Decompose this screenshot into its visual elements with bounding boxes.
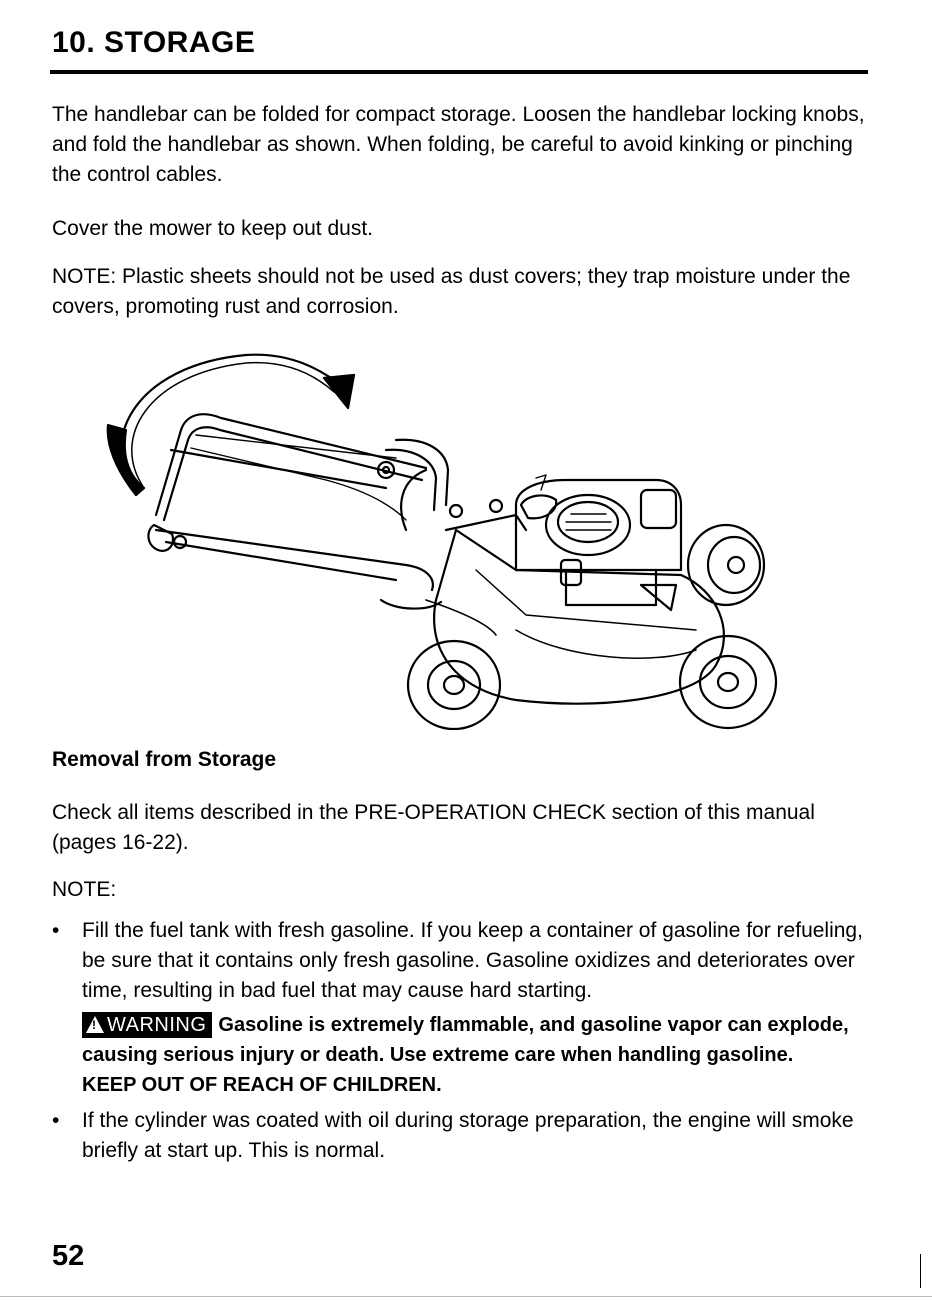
rear-right-wheel bbox=[688, 525, 764, 605]
note-label: NOTE: bbox=[52, 878, 117, 901]
removal-heading: Removal from Storage bbox=[52, 748, 277, 771]
cover-paragraph: Cover the mower to keep out dust. bbox=[52, 217, 373, 240]
warning-badge bbox=[82, 1012, 212, 1038]
handlebar bbox=[156, 414, 448, 530]
fold-handlebar-paragraph: The handlebar can be folded for compact storage. Loosen the handlebar locking knobs, and fold the handlebar as shown. When folding, be careful to avoid kinking or pinching the control cables. bbox=[52, 103, 865, 186]
warning-triangle-icon bbox=[86, 1016, 104, 1033]
edge-mark bbox=[920, 1254, 921, 1288]
check-paragraph: Check all items described in the PRE-OPERATION CHECK section of this manual (pages 16-22). bbox=[52, 801, 815, 854]
fuel-bullet-text: Fill the fuel tank with fresh gasoline. If you keep a container of gasoline for refueling, be sure that it contains only fresh gasoline. Gasoline oxidizes and deteriorates over time, resulting in bad fuel that may cause hard starting. bbox=[82, 919, 863, 1002]
front-left-wheel bbox=[408, 641, 500, 729]
mower-folding-illustration bbox=[96, 330, 796, 730]
bottom-rule bbox=[0, 1296, 932, 1297]
bullet-icon: • bbox=[52, 1109, 60, 1132]
cylinder-bullet-text: If the cylinder was coated with oil during storage preparation, the engine will smoke briefly at start up. This is normal. bbox=[82, 1109, 854, 1162]
engine bbox=[516, 475, 681, 610]
warning-block bbox=[82, 1010, 878, 1100]
warning-badge-label: WARNING bbox=[107, 1014, 207, 1036]
front-right-wheel bbox=[680, 636, 776, 728]
section-title: 10. STORAGE bbox=[52, 26, 256, 59]
page-number: 52 bbox=[52, 1240, 85, 1272]
bullet-icon: • bbox=[52, 919, 60, 942]
warning-caps-text: KEEP OUT OF REACH OF CHILDREN. bbox=[82, 1074, 442, 1096]
lower-handle-frame bbox=[148, 500, 526, 635]
fold-arrow-icon bbox=[108, 355, 354, 495]
title-rule bbox=[50, 70, 868, 74]
warning-text: Gasoline is extremely flammable, and gasoline vapor can explode, causing serious injury or death. Use extreme care when handling gasoline. bbox=[82, 1014, 849, 1066]
plastic-note-paragraph: NOTE: Plastic sheets should not be used as dust covers; they trap moisture under the covers, promoting rust and corrosion. bbox=[52, 265, 851, 318]
